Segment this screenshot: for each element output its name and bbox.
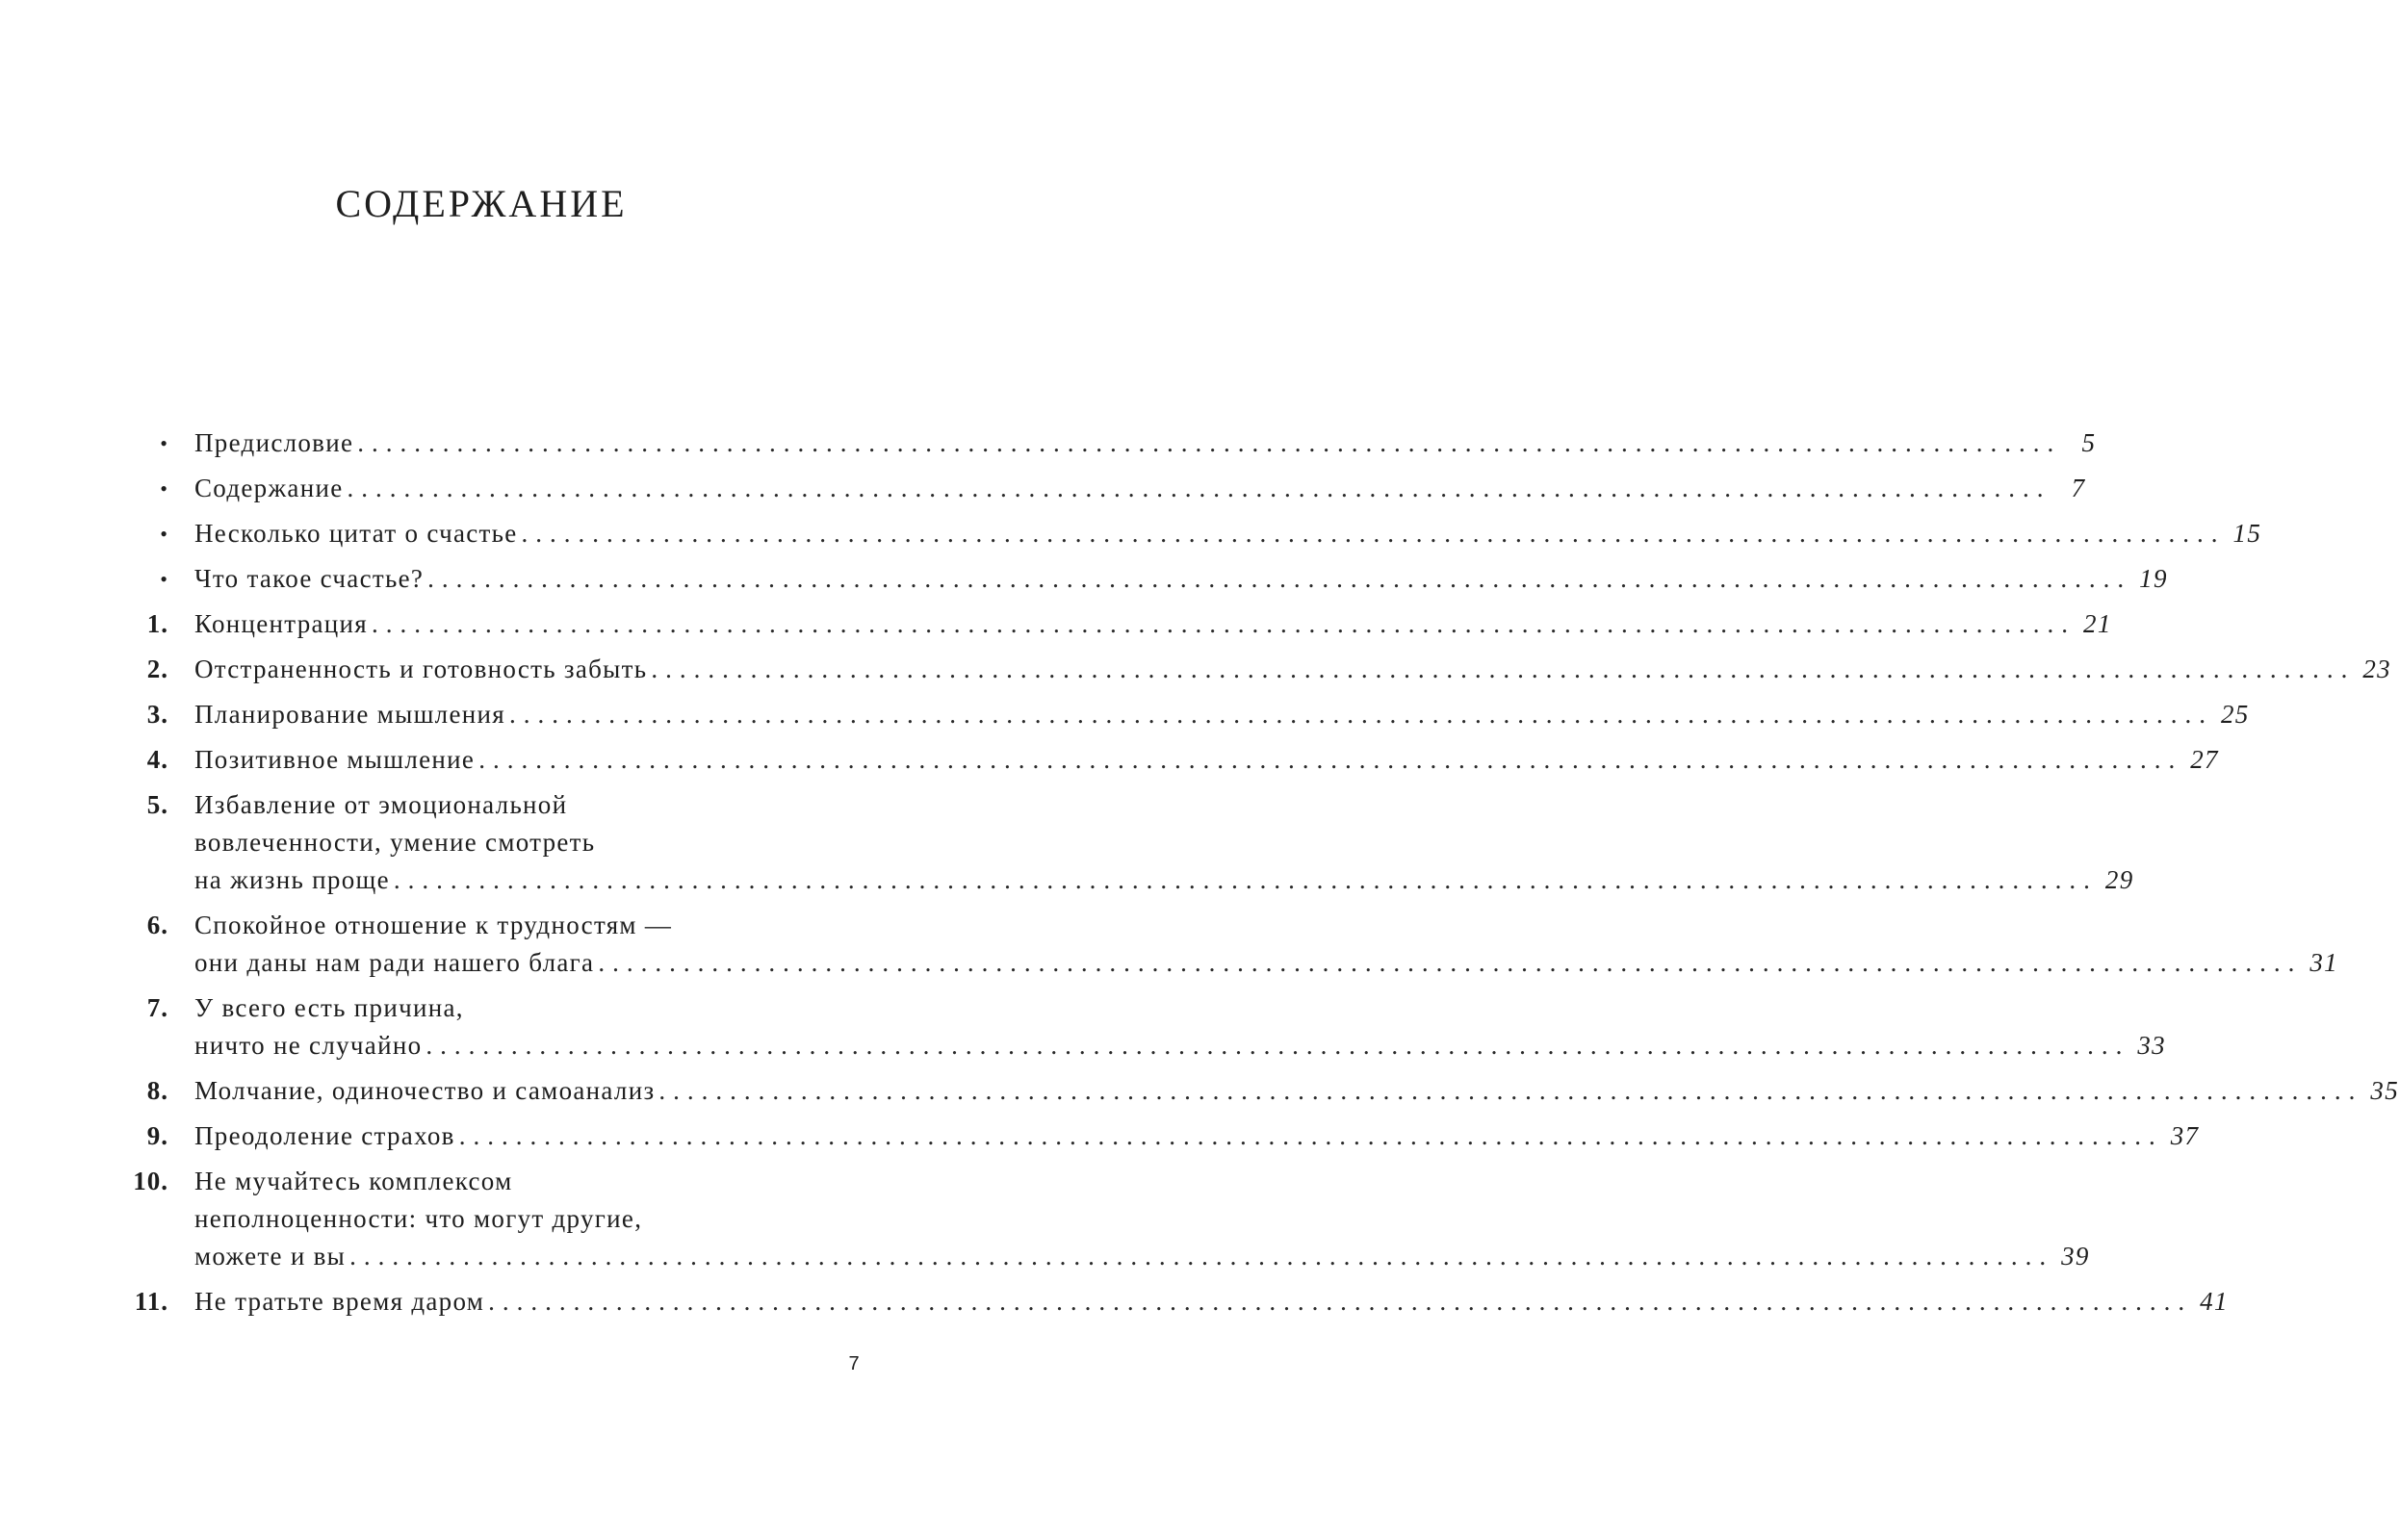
toc-title-final-line	[194, 1072, 2399, 1110]
toc-entry-title	[194, 515, 2262, 552]
toc-title-text: Что такое счастье?	[194, 564, 425, 593]
toc-entry	[0, 786, 2134, 899]
toc-entry-title	[194, 786, 2134, 899]
toc-chapter-number: 7.	[146, 993, 168, 1022]
toc-page-number: 35	[2370, 1076, 2399, 1105]
toc-title-final-line	[194, 1283, 2229, 1321]
toc-entry-title	[194, 907, 2338, 982]
dot-leader: ........................................................................................................................	[458, 1121, 2163, 1150]
toc-entry	[0, 605, 2112, 643]
toc-entry-title	[194, 560, 2168, 598]
toc-page-number: 29	[2104, 865, 2134, 894]
toc-title-text: Содержание	[194, 474, 344, 502]
toc-entry	[0, 470, 2086, 507]
toc-entry-title	[194, 741, 2219, 779]
toc-page-number: 27	[2190, 745, 2219, 774]
toc-title-text: Не тратьте время даром	[194, 1287, 485, 1316]
toc-page-number: 41	[2200, 1287, 2229, 1316]
dot-leader: ........................................................................................................................	[372, 609, 2077, 638]
dot-leader: ........................................................................................................................	[347, 474, 2051, 502]
dot-leader: ........................................................................................................................	[598, 948, 2303, 977]
toc-title-text: Предисловие	[194, 428, 354, 457]
toc-title-final-line	[194, 515, 2262, 552]
toc-title-text: они даны нам ради нашего блага	[194, 948, 595, 977]
dot-leader: ........................................................................................................................	[651, 654, 2356, 683]
toc-entry	[0, 1163, 2090, 1275]
toc-entry-title	[194, 470, 2086, 507]
toc-title-line: вовлеченности, умение смотреть	[194, 828, 596, 857]
toc-title-final-line	[194, 560, 2168, 598]
toc-page-number: 23	[2362, 654, 2391, 683]
toc-chapter-number: 5.	[146, 790, 168, 819]
toc-title-text: на жизнь проще	[194, 865, 390, 894]
toc-title-final-line	[194, 605, 2112, 643]
toc-entry	[0, 741, 2219, 779]
toc-title-text: можете и вы	[194, 1242, 347, 1270]
toc-title-text: Планирование мышления	[194, 700, 505, 729]
toc-page-number: 39	[2061, 1242, 2090, 1270]
toc-chapter-number: 6.	[146, 911, 168, 939]
toc-entry	[0, 1283, 2229, 1321]
page-number: 7	[848, 1353, 860, 1374]
toc-entry-title	[194, 696, 2250, 733]
toc-title-final-line	[194, 861, 2134, 899]
table-of-contents	[0, 424, 2399, 1328]
dot-leader: ........................................................................................................................	[658, 1076, 2363, 1105]
toc-entry-title	[194, 605, 2112, 643]
toc-entry-title	[194, 1163, 2090, 1275]
toc-entry	[0, 907, 2338, 982]
toc-title-final-line	[194, 944, 2338, 982]
toc-title-text: Отстраненность и готовность забыть	[194, 654, 648, 683]
toc-chapter-number: 1.	[146, 609, 168, 638]
toc-page-number: 19	[2139, 564, 2168, 593]
toc-chapter-number: 9.	[146, 1121, 168, 1150]
toc-title-final-line	[194, 1117, 2200, 1155]
toc-entry	[0, 1117, 2200, 1155]
toc-title-text: Преодоление страхов	[194, 1121, 455, 1150]
toc-bullet: •	[160, 431, 168, 455]
toc-entry	[0, 515, 2262, 552]
toc-chapter-number: 2.	[146, 654, 168, 683]
toc-entry	[0, 696, 2250, 733]
toc-entry	[0, 651, 2391, 688]
toc-entry	[0, 560, 2168, 598]
toc-entry-title	[194, 1072, 2399, 1110]
toc-page-number: 7	[2071, 474, 2086, 502]
dot-leader: ........................................................................................................................	[426, 1031, 2130, 1060]
toc-chapter-number: 8.	[146, 1076, 168, 1105]
toc-title-text: Молчание, одиночество и самоанализ	[194, 1076, 656, 1105]
toc-title-final-line	[194, 1027, 2166, 1065]
toc-title-text: Концентрация	[194, 609, 369, 638]
toc-page-number: 21	[2083, 609, 2112, 638]
toc-title-line: У всего есть причина,	[194, 993, 464, 1022]
toc-entry-title	[194, 1117, 2200, 1155]
toc-page-number: 33	[2137, 1031, 2166, 1060]
dot-leader: ........................................................................................................................	[393, 865, 2098, 894]
dot-leader: ........................................................................................................................	[357, 428, 2062, 457]
toc-entry	[0, 424, 2097, 462]
toc-title-final-line	[194, 741, 2219, 779]
toc-page-number: 37	[2170, 1121, 2200, 1150]
toc-entry-title	[194, 424, 2097, 462]
toc-bullet: •	[160, 567, 168, 591]
toc-entry	[0, 1072, 2399, 1110]
toc-entry	[0, 989, 2166, 1065]
toc-chapter-number: 11.	[134, 1287, 168, 1316]
toc-bullet: •	[160, 476, 168, 500]
toc-chapter-number: 10.	[133, 1167, 168, 1195]
toc-title-text: Несколько цитат о счастье	[194, 519, 518, 548]
toc-page-number: 31	[2309, 948, 2338, 977]
toc-title-final-line	[194, 470, 2086, 507]
toc-title-final-line	[194, 696, 2250, 733]
toc-bullet: •	[160, 522, 168, 546]
dot-leader: ........................................................................................................................	[488, 1287, 2193, 1316]
toc-title-text: ничто не случайно	[194, 1031, 423, 1060]
toc-entry-title	[194, 1283, 2229, 1321]
toc-title-final-line	[194, 424, 2097, 462]
toc-page-number: 25	[2220, 700, 2250, 729]
dot-leader: ........................................................................................................................	[349, 1242, 2054, 1270]
dot-leader: ........................................................................................................................	[521, 519, 2226, 548]
toc-entry-title	[194, 651, 2391, 688]
toc-title-line: Избавление от эмоциональной	[194, 790, 568, 819]
dot-leader: ........................................................................................................................	[427, 564, 2132, 593]
dot-leader: ........................................................................................................................	[478, 745, 2183, 774]
toc-title-final-line	[194, 1238, 2090, 1275]
page-title: СОДЕРЖАНИЕ	[335, 182, 628, 225]
toc-title-line: неполноценности: что могут другие,	[194, 1204, 643, 1233]
toc-title-final-line	[194, 651, 2391, 688]
toc-page-number: 15	[2232, 519, 2262, 548]
toc-chapter-number: 4.	[146, 745, 168, 774]
toc-chapter-number: 3.	[146, 700, 168, 729]
dot-leader: ........................................................................................................................	[508, 700, 2213, 729]
toc-title-text: Позитивное мышление	[194, 745, 476, 774]
toc-title-line: Не мучайтесь комплексом	[194, 1167, 513, 1195]
toc-entry-title	[194, 989, 2166, 1065]
toc-title-line: Спокойное отношение к трудностям —	[194, 911, 673, 939]
toc-page-number: 5	[2081, 428, 2097, 457]
